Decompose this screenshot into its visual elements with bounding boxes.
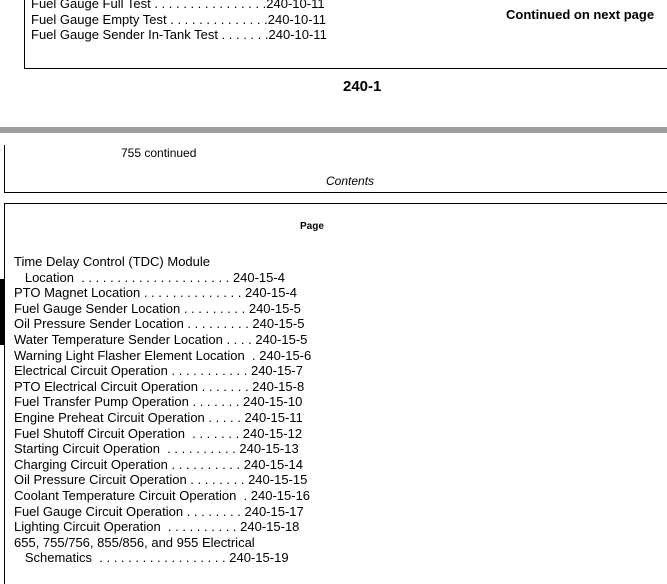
toc-line: Fuel Gauge Sender In-Tank Test . . . . . . .240-10-11	[31, 27, 327, 42]
list-item[interactable]: Fuel Gauge Sender Location . . . . . . . . . 240-15-5	[14, 300, 301, 316]
list-item[interactable]: Schematics . . . . . . . . . . . . . . . . . . 240-15-19	[14, 550, 289, 566]
list-item[interactable]: Fuel Gauge Circuit Operation . . . . . . . . 240-15-17	[14, 503, 304, 519]
list-item[interactable]: Engine Preheat Circuit Operation . . . . . 240-15-11	[14, 409, 303, 425]
list-item[interactable]: Lighting Circuit Operation . . . . . . . . . . 240-15-18	[14, 519, 300, 535]
list-item[interactable]: Location . . . . . . . . . . . . . . . . . . . . . 240-15-4	[14, 269, 285, 285]
toc-line: Fuel Gauge Full Test . . . . . . . . . . . . . . . .240-10-11	[31, 0, 325, 11]
contents-list	[14, 254, 311, 566]
list-item[interactable]: Electrical Circuit Operation . . . . . . . . . . . 240-15-7	[14, 363, 303, 379]
continued-label: 755 continued	[121, 146, 197, 160]
continued-note: Continued on next page	[506, 7, 655, 22]
list-item[interactable]: Oil Pressure Circuit Operation . . . . . . . . 240-15-15	[14, 472, 308, 488]
page-number: 240-1	[343, 78, 382, 95]
list-item[interactable]: PTO Magnet Location . . . . . . . . . . . . . . 240-15-4	[14, 285, 298, 301]
section-title: Contents	[326, 174, 375, 188]
list-item[interactable]: Coolant Temperature Circuit Operation . 240-15-16	[14, 487, 311, 503]
list-item[interactable]: PTO Electrical Circuit Operation . . . . . . . 240-15-8	[14, 378, 305, 394]
list-item[interactable]: Starting Circuit Operation . . . . . . . . . . 240-15-13	[14, 441, 299, 457]
list-item[interactable]: Fuel Shutoff Circuit Operation . . . . . . . 240-15-12	[14, 425, 303, 441]
list-item[interactable]: Warning Light Flasher Element Location . 240-15-6	[14, 347, 312, 363]
margin-marker	[0, 279, 4, 345]
list-item[interactable]: 655, 755/756, 855/856, and 955 Electrical	[14, 534, 255, 550]
list-item[interactable]: Charging Circuit Operation . . . . . . . . . . 240-15-14	[14, 456, 304, 472]
page-column-label: Page	[300, 221, 324, 232]
page-separator	[0, 127, 667, 133]
list-item[interactable]: Water Temperature Sender Location . . . . 240-15-5	[14, 331, 308, 347]
toc-line: Fuel Gauge Empty Test . . . . . . . . . . . . . .240-10-11	[31, 12, 327, 27]
list-item[interactable]: Time Delay Control (TDC) Module	[14, 254, 211, 269]
list-item[interactable]: Oil Pressure Sender Location . . . . . . . . . 240-15-5	[14, 316, 305, 332]
list-item[interactable]: Fuel Transfer Pump Operation . . . . . . . 240-15-10	[14, 394, 303, 410]
